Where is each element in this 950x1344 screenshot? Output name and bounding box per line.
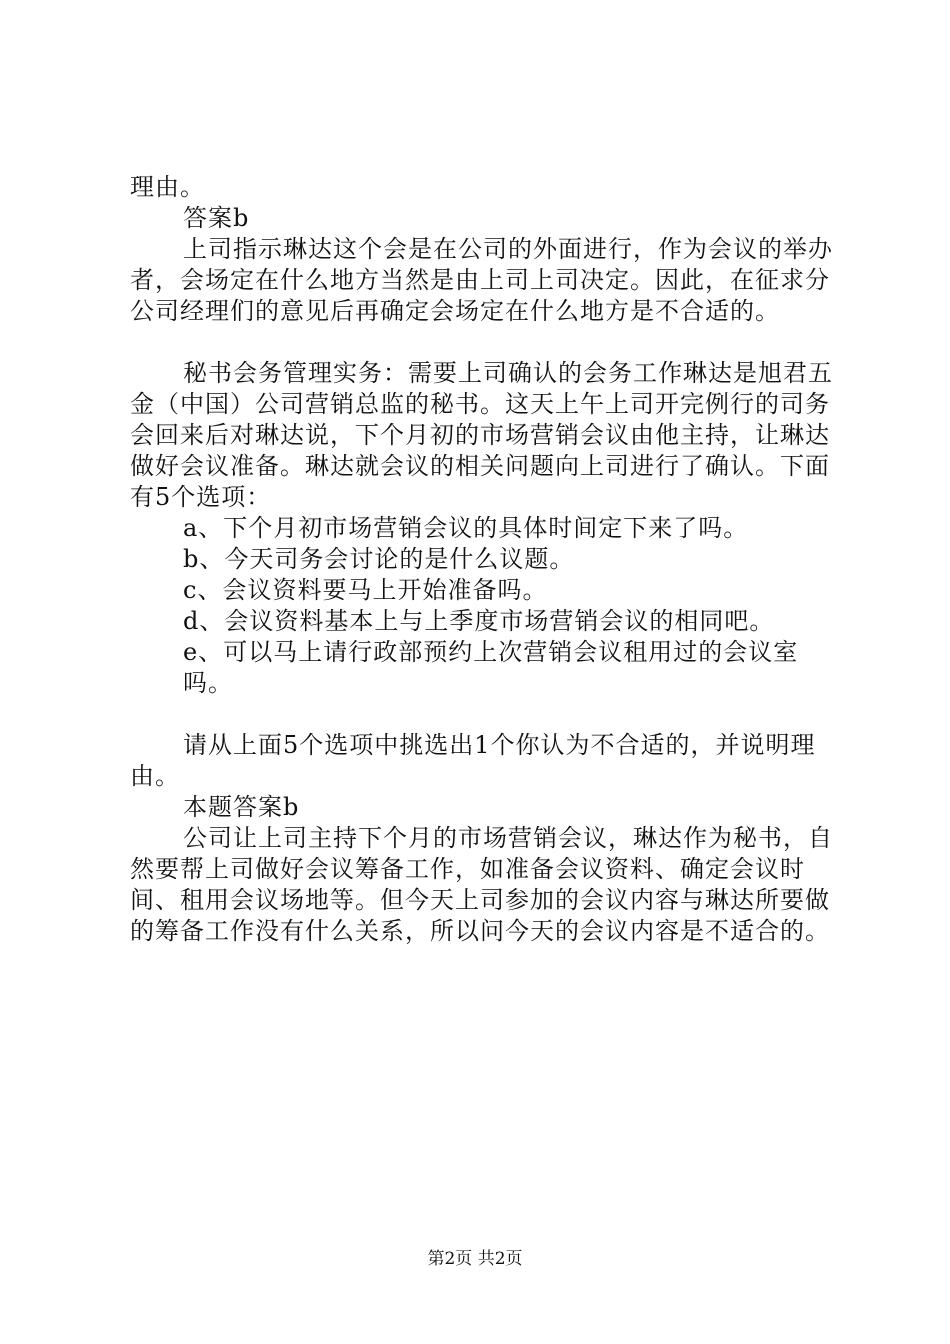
section1-explanation: 上司指示琳达这个会是在公司的外面进行，作为会议的举办者，会场定在什么地方当然是由上司上司决定。因此，在征求分公司经理们的意见后再确定会场定在什么地方是不合适的。 xyxy=(130,235,833,325)
option-c: c、会议资料要马上开始准备吗。 xyxy=(183,576,548,604)
paragraph-gap xyxy=(130,327,842,358)
option-a: a、下个月初市场营销会议的具体时间定下来了吗。 xyxy=(183,514,749,542)
page-footer xyxy=(0,1248,950,1270)
section2-question: 秘书会务管理实务：需要上司确认的会务工作琳达是旭君五金（中国）公司营销总监的秘书。这天上午上司开完例行的司务会回来后对琳达说，下个月初的市场营销会议由他主持，让琳达做好会议准备。琳达就会议的相关问题向上司进行了确认。下面有5个选项： xyxy=(130,359,833,511)
option-e: e、可以马上请行政部预约上次营销会议租用过的会议室吗。 xyxy=(183,638,799,697)
section2-explanation: 公司让上司主持下个月的市场营销会议，琳达作为秘书，自然要帮上司做好会议筹备工作，如准备会议资料、确定会议时间、租用会议场地等。但今天上司参加的会议内容与琳达所要做的筹备工作没有什么关系，所以问今天的会议内容是不适合的。 xyxy=(130,824,833,945)
section1-lead-text: 理由。 xyxy=(130,173,205,201)
section1-answer-label: 答案b xyxy=(183,204,250,232)
option-b: b、今天司务会讨论的是什么议题。 xyxy=(183,545,575,573)
section2-answer-label: 本题答案b xyxy=(183,793,300,821)
page-indicator: 第2页 共2页 xyxy=(427,1249,523,1269)
document-body xyxy=(130,172,842,947)
option-d: d、会议资料基本上与上季度市场营销会议的相同吧。 xyxy=(183,607,775,635)
paragraph-gap xyxy=(130,699,842,730)
section2-prompt: 请从上面5个选项中挑选出1个你认为不合适的，并说明理由。 xyxy=(130,731,816,790)
